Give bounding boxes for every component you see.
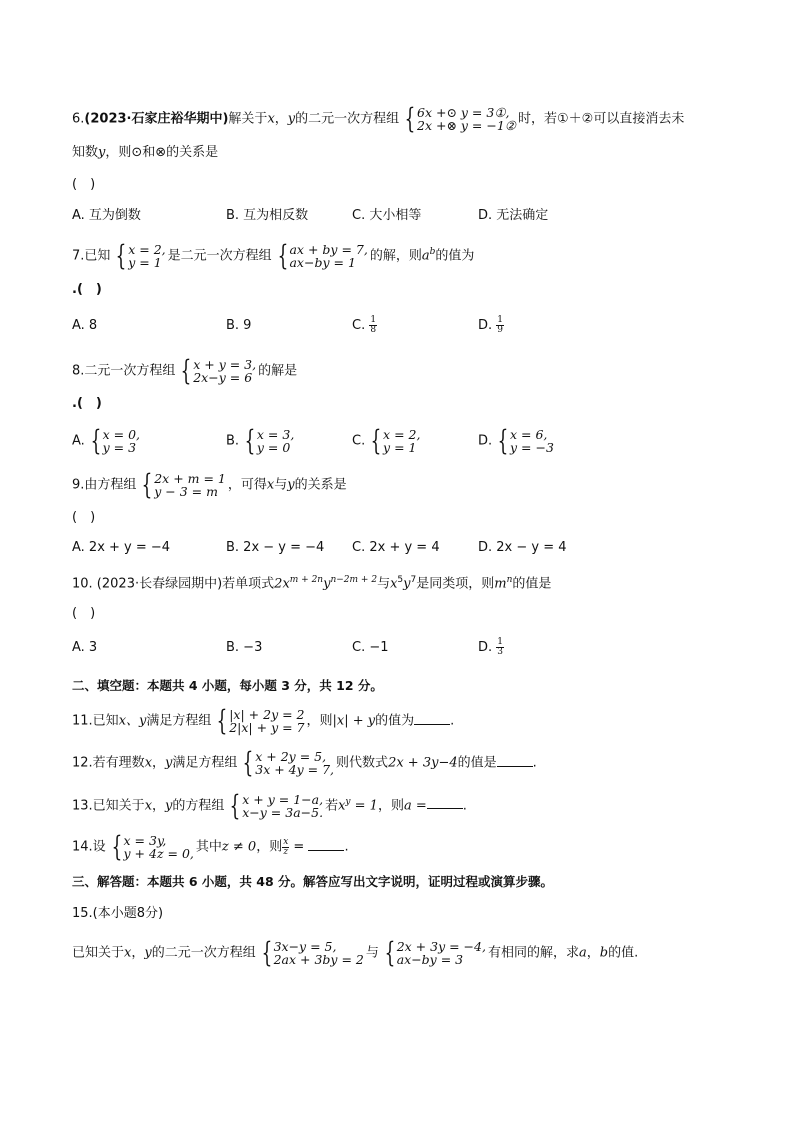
text: ， [274,111,288,127]
brace: { [384,936,396,969]
equation-row: |x| + 2y = 2 [229,707,305,722]
exponent: 7 [410,575,417,585]
var-y: y [98,145,106,160]
fraction [496,316,504,335]
equation-row: ax + by = 7, [289,241,368,257]
text: . [462,798,467,814]
numerator: 1 [497,637,504,647]
option-d [478,424,556,457]
option-b [226,316,251,336]
brace: { [244,424,256,457]
question-9-line-1 [72,468,347,501]
question-number: 6. [72,111,85,127]
option-text: A. 8 [72,318,98,333]
equation-row: 6x +⊙ y = 3①, [417,105,510,120]
text: 与 [377,576,391,592]
option-d [478,316,504,336]
answer-blank[interactable] [414,712,450,725]
option-label: D. [478,433,493,449]
brace: { [180,354,192,387]
option-label: A. [72,433,85,449]
equation-row: 3x + 4y = 7, [255,762,335,777]
exponent: y [345,797,351,807]
brace: { [111,830,122,863]
brace: { [115,238,127,272]
equation-row: y = −3 [509,440,554,455]
text: ， [152,755,166,771]
option-c [352,424,422,457]
question-13 [72,788,467,822]
monomial: 2x [274,576,290,592]
option-c: C. 大小相等 [352,208,422,223]
equation-row: x + y = 3, [193,357,257,372]
equation-row: y = 1 [383,440,417,455]
section-heading-fill-in: 二、填空题：本题共 4 小题，每小题 3 分，共 12 分。 [72,678,383,693]
option-a [72,424,142,457]
question-14 [72,830,349,863]
question-number: 11.已知 [72,713,119,729]
text: ，则 [306,713,333,729]
equation-row: y + 4z = 0, [123,846,194,861]
expression: 2x + 3y−4 [388,755,458,771]
text: 知数 [72,145,99,160]
option-b: B. 2x − y = −4 [226,540,325,555]
equation-row: x + y = 1−a, [242,791,324,807]
var-y: y [165,798,173,814]
equation-row: x = 2, [128,241,166,257]
text: 的解，则 [369,248,422,264]
brace: { [404,102,416,135]
equation-system [87,424,141,457]
option-a [72,316,97,336]
option-text: C. [352,318,370,333]
equation-row: 3x−y = 5, [273,939,337,954]
text: . [344,839,349,855]
equation-row: x = 3, [256,427,295,442]
numerator: x [283,836,289,847]
question-12 [72,746,537,779]
expression: a = [403,798,427,814]
question-11 [72,704,455,737]
fraction [496,638,504,657]
equation-row: x = 0, [102,427,141,442]
equation-row: x = 3y, [123,833,167,848]
text: 则代数式 [336,755,389,771]
option-label: C. [352,433,366,449]
option-a: A. 互为倒数 [72,208,141,223]
var-y: y [144,945,152,961]
fraction [369,316,377,335]
equation-row: x + 2y = 5, [255,749,327,764]
question-number: 7.已知 [72,248,111,264]
text: . [532,755,537,771]
option-text: D. [478,640,497,655]
denominator: 9 [497,325,504,335]
equation-row: ax−by = 1 [289,254,356,270]
option-b: B. 互为相反数 [226,208,309,223]
var-x: x [144,755,153,771]
option-d [478,638,504,658]
var-x: x [144,798,153,814]
text: 的关系是 [294,477,347,493]
text: 的值为 [375,713,415,729]
text: 已知关于 [72,945,125,961]
equation-system [381,936,486,969]
question-number: 14.设 [72,839,106,855]
answer-paren: .( ) [72,282,102,297]
var-y: y [287,477,295,493]
text: = [289,839,309,855]
equation-system [494,424,554,457]
monomial: x [390,576,398,592]
question-number: 13.已知关于 [72,798,145,814]
exponent: m + 2n [289,575,324,585]
monomial: y [403,576,411,592]
numerator: 1 [370,315,377,325]
equation-system [274,238,368,272]
option-c: C. −1 [352,640,389,655]
option-d: D. 2x − y = 4 [478,540,567,555]
text: 的值为 [435,248,475,264]
option-a: A. 2x + y = −4 [72,540,171,555]
text: 满足方程组 [172,755,238,771]
text: 的二元一次方程组 [151,945,256,961]
text: 时，若①＋②可以直接消去未 [518,111,685,127]
brace: { [216,704,228,737]
equation-system [367,424,421,457]
text: ，可得 [227,477,267,493]
text: 其中 [195,839,222,855]
option-text: D. [478,318,497,333]
equation-system [258,936,364,969]
equation-system [226,788,324,822]
question-6-line-1 [72,102,685,135]
option-label: B. [226,433,240,449]
text: 的值是 [512,576,552,592]
equation-row: y − 3 = m [154,484,218,499]
expression: z ≠ 0 [221,839,257,855]
answer-blank[interactable] [427,796,463,809]
answer-paren: ( ) [72,510,96,525]
numerator: 1 [497,315,504,325]
text: 与 [274,477,288,493]
option-d: D. 无法确定 [478,208,549,223]
text: 有相同的解，求 [487,945,579,961]
denominator: 3 [497,647,504,657]
text: 是二元一次方程组 [167,248,272,264]
brace: { [242,746,254,779]
equation-row: 2x−y = 6 [193,370,253,385]
question-15-body [72,936,639,969]
equation-system [112,238,166,272]
question-number: 9.由方程组 [72,477,137,493]
var-b: b [599,945,609,961]
expression: x [338,798,346,814]
text: ，则⊙和⊗的关系是 [105,145,219,160]
equation-row: x = 6, [509,427,548,442]
question-source: (2023·石家庄裕华期中) [84,111,229,127]
text: 解关于 [228,111,268,127]
expression: = 1 [350,798,378,814]
text: 与 [365,945,379,961]
text: . [450,713,455,729]
text: ， [152,798,166,814]
question-6-line-2 [72,143,218,163]
text: 的值. [608,945,639,961]
var-x: x [267,111,275,127]
text: 是同类项，则 [416,576,495,592]
var-a: a [578,945,587,961]
option-b: B. −3 [226,640,263,655]
text: 的二元一次方程组 [295,111,400,127]
equation-row: 2|x| + y = 7 [229,720,305,735]
question-8-line-1 [72,354,298,387]
exponent: n−2m + 2 [330,575,378,585]
equation-system [177,354,257,387]
brace: { [370,424,382,457]
var-x: x [266,477,275,493]
equation-row: y = 0 [256,440,291,455]
question-number: 8.二元一次方程组 [72,363,176,379]
exponent: b [429,247,436,257]
option-b [226,424,296,457]
answer-paren: .( ) [72,396,102,411]
answer-blank[interactable] [497,754,533,767]
text: ，则 [377,798,404,814]
equation-row: y = 1 [128,254,162,270]
var-m: m [494,576,507,592]
equation-row: y = 3 [102,440,137,455]
text: ， [586,945,600,961]
equation-row: 2x + m = 1 [154,471,226,486]
exponent: n [506,575,513,585]
equation-row: x−y = 3a−5. [242,804,324,820]
vars: x、y [118,713,147,729]
equation-row: 2x +⊗ y = −1② [417,118,517,133]
section-heading-solve: 三、解答题：本题共 6 小题，共 48 分。解答应写出文字说明，证明过程或演算步骤。 [72,874,554,889]
equation-row: 2ax + 3by = 2 [273,952,364,967]
option-c: C. 2x + y = 4 [352,540,440,555]
equation-system [108,830,194,863]
option-text: B. 9 [226,318,252,333]
equation-system [401,102,517,135]
var-y: y [287,111,296,127]
denominator: z [283,846,289,857]
brace: { [261,936,273,969]
answer-paren: ( ) [72,606,96,621]
brace: { [90,424,102,457]
question-15-header: 15.(本小题8分) [72,906,164,921]
brace: { [497,424,509,457]
brace: { [229,788,241,822]
equation-system [138,468,226,501]
option-c [352,316,377,336]
denominator: 8 [370,325,377,335]
var-a: a [421,248,430,264]
equation-row: x = 2, [383,427,421,442]
question-7-line-1 [72,238,475,272]
answer-paren: ( ) [72,177,96,192]
text: 若 [325,798,339,814]
question-number: 12.若有理数 [72,755,145,771]
brace: { [277,238,288,272]
text: 的值是 [457,755,497,771]
expression: |x| + y [332,713,376,729]
answer-blank[interactable] [308,838,344,851]
text: 的解是 [258,363,298,379]
equation-system [241,424,295,457]
brace: { [141,468,153,501]
var-x: x [124,945,132,961]
equation-system [213,704,305,737]
text: 的方程组 [172,798,225,814]
text: 满足方程组 [146,713,212,729]
text: ，则 [256,839,283,855]
equation-system [239,746,335,779]
exponent: 5 [397,575,404,585]
var-y: y [165,755,173,771]
option-a: A. 3 [72,640,98,655]
monomial: y [323,576,331,592]
question-10-line-1 [72,570,551,594]
equation-row: 2x + 3y = −4, [396,939,486,954]
equation-row: ax−by = 3 [396,952,464,967]
text: ， [131,945,145,961]
question-number: 10. (2023·长春绿园期中)若单项式 [72,576,275,592]
